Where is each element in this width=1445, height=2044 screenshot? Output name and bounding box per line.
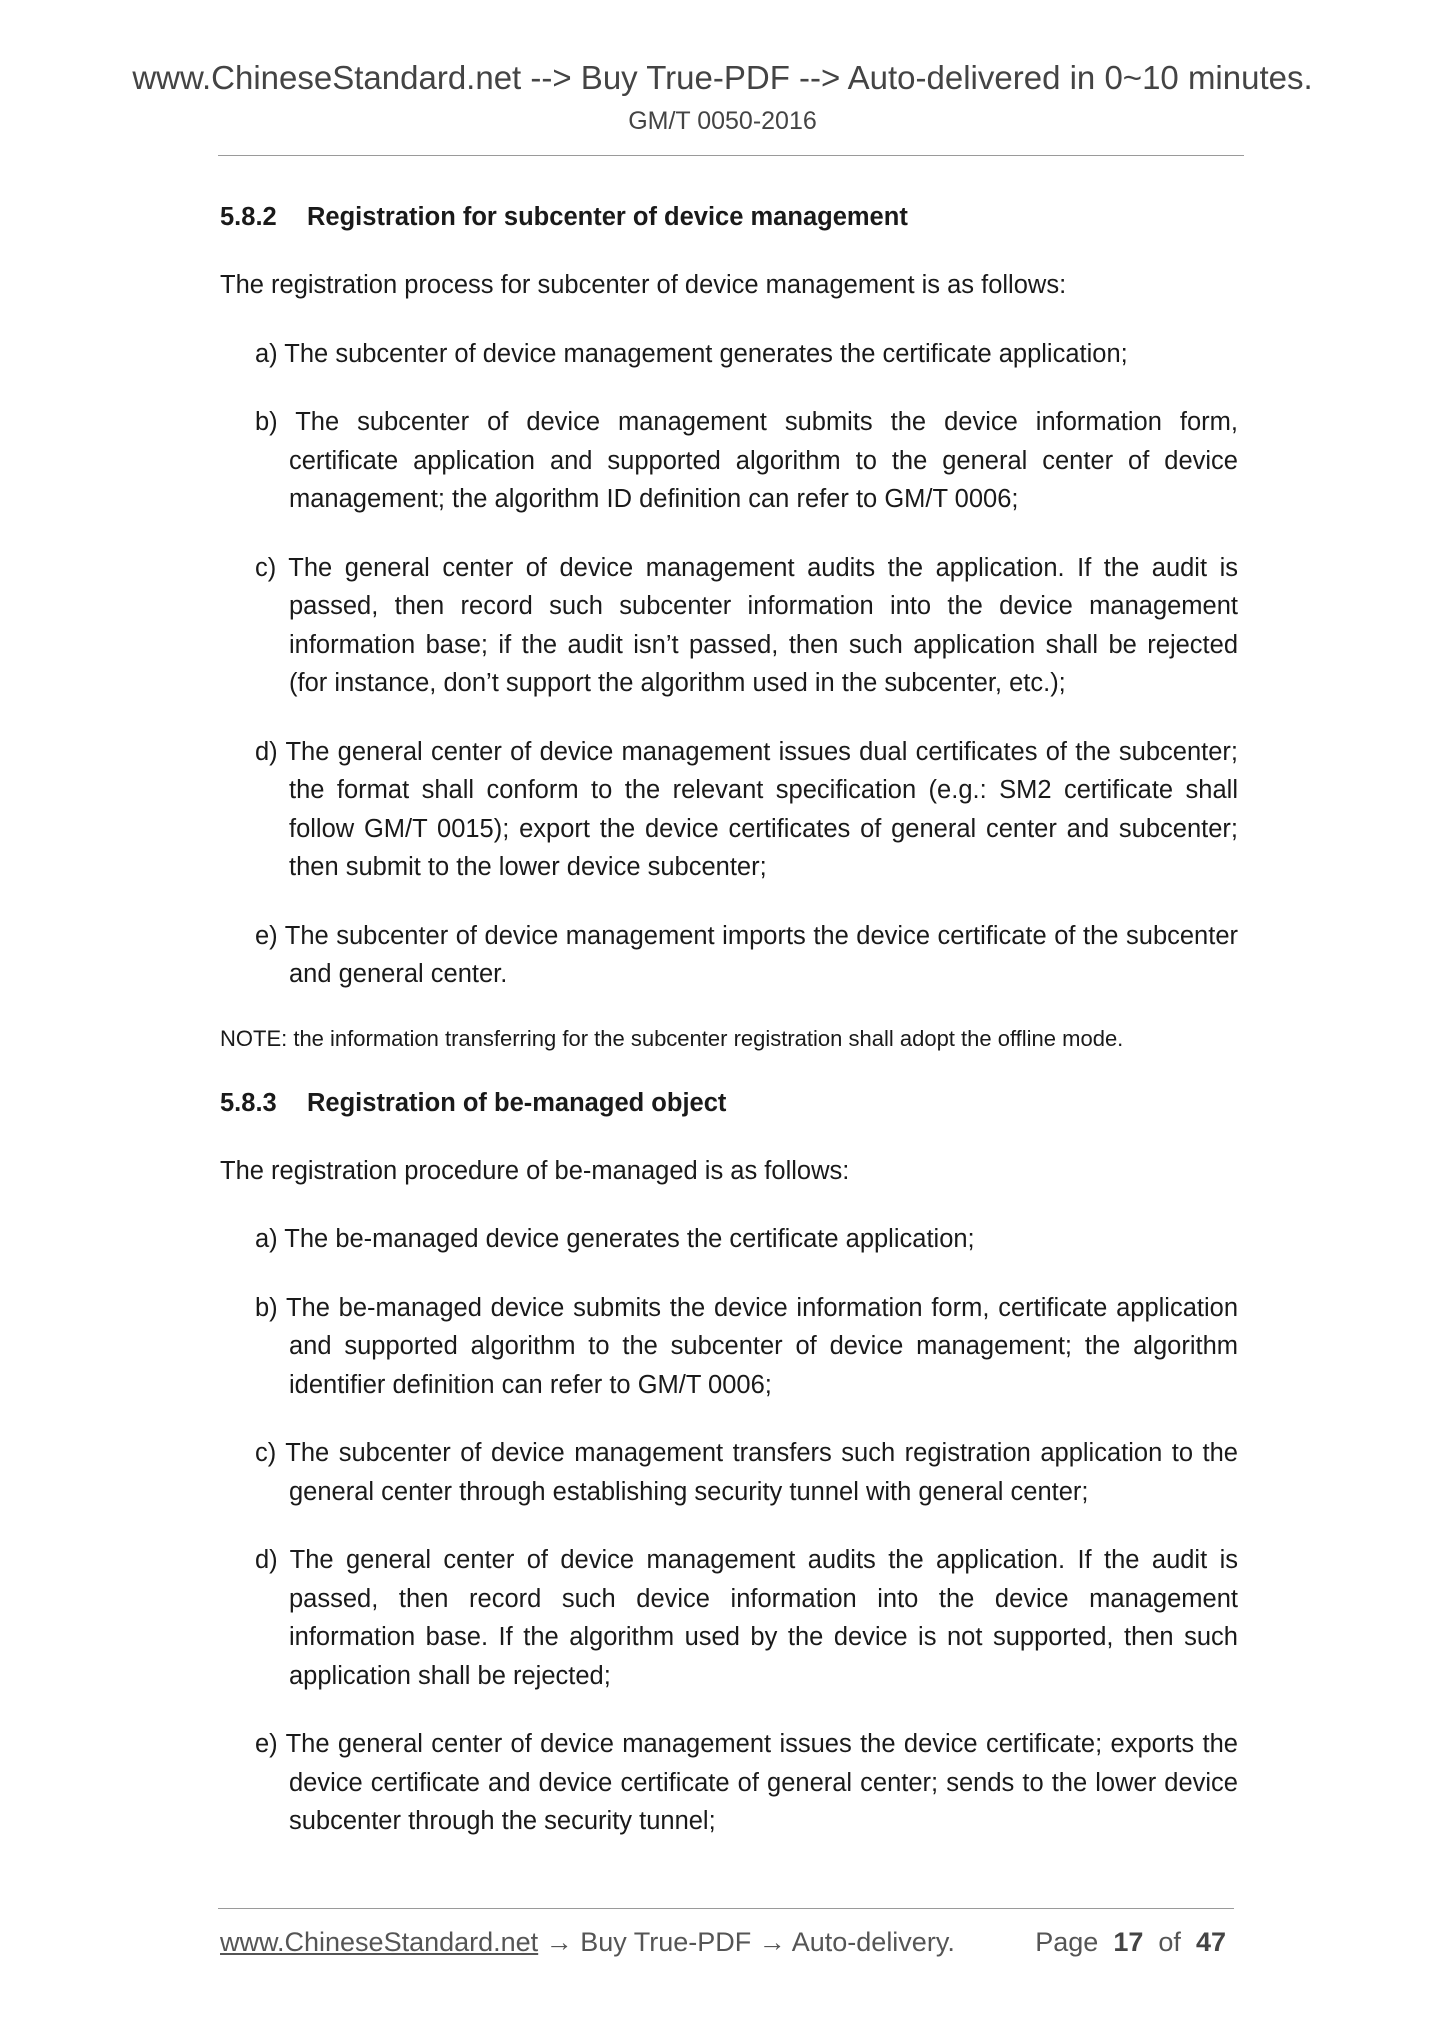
list-item: d) The general center of device management audits the application. If the audit is passed, then record such device information into the device management information base. If the algorithm used by the device is not supported, then such application shall be rejected;: [255, 1546, 1238, 1690]
site-link[interactable]: www.ChineseStandard.net: [220, 1927, 539, 1957]
page-footer: [220, 1925, 1234, 1959]
list-item: e) The general center of device management issues the device certificate; exports the device certificate and device certificate of general center; sends to the lower device subcenter through the security tunnel;: [255, 1730, 1238, 1835]
list-item: b) The subcenter of device management submits the device information form, certificate application and supported algorithm to the general center of device management; the algorithm ID definition can refer to GM/T 0006;: [255, 408, 1238, 513]
section-intro: The registration procedure of be-managed is as follows:: [220, 1156, 850, 1185]
section-heading-5-8-3: 5.8.3 Registration of be-managed object: [220, 1088, 727, 1117]
header-banner: www.ChineseStandard.net --> Buy True-PDF --> Auto-delivered in 0~10 minutes.: [132, 59, 1313, 96]
footer-tagline: → Buy True-PDF → Auto-delivery.: [538, 1927, 955, 1957]
footer-divider: [218, 1908, 1234, 1909]
section-intro: The registration process for subcenter of device management is as follows:: [220, 271, 1067, 299]
list-item: c) The subcenter of device management transfers such registration application to the general center through establishing security tunnel with general center;: [255, 1439, 1238, 1506]
list-item: e) The subcenter of device management imports the device certificate of the subcenter and general center.: [255, 921, 1238, 988]
list-item: a) The be-managed device generates the certificate application;: [255, 1225, 975, 1253]
document-body: [220, 198, 1238, 1841]
list-item: d) The general center of device management issues dual certificates of the subcenter; the format shall conform to the relevant specification (e.g.: SM2 certificate shall follow GM/T 0015); export the device certificates of general center and subcenter; then submit to the lower device subcenter;: [255, 737, 1238, 881]
section-heading-5-8-2: 5.8.2 Registration for subcenter of device management: [220, 203, 908, 231]
list-item: b) The be-managed device submits the device information form, certificate application and supported algorithm to the subcenter of device management; the algorithm identifier definition can refer to GM/T 0006;: [255, 1293, 1238, 1399]
note-text: NOTE: the information transferring for the subcenter registration shall adopt the offline mode.: [220, 1025, 1124, 1051]
header-divider: [218, 155, 1244, 156]
page-indicator: Page 17 of 47: [1035, 1927, 1226, 1957]
standard-code: GM/T 0050-2016: [628, 107, 817, 135]
list-item: c) The general center of device management audits the application. If the audit is passed, then record such subcenter information into the device management information base; if the audit isn’t passed, then such application shall be rejected (for instance, don’t support the algorithm used in the subcenter, etc.);: [255, 553, 1238, 697]
list-item: a) The subcenter of device management generates the certificate application;: [255, 339, 1128, 368]
